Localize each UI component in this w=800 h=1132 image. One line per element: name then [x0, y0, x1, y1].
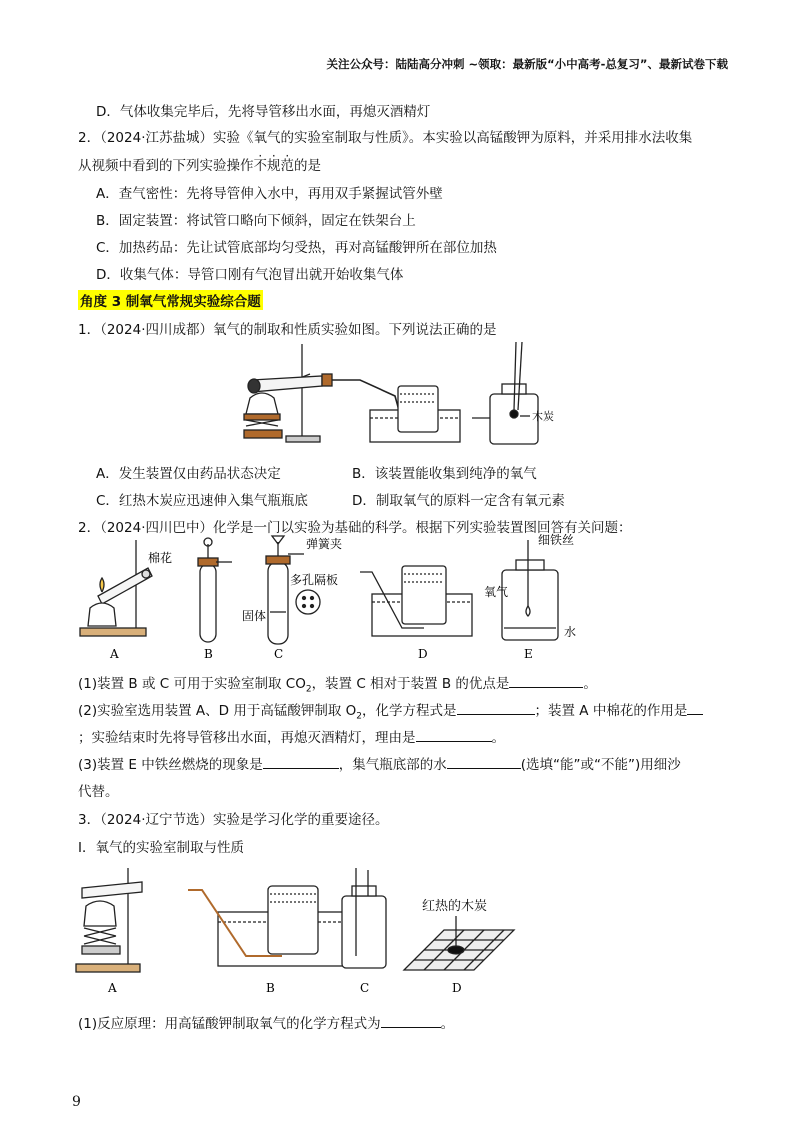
fig-label-c: C [360, 981, 370, 995]
q2b-p2-text2: ，化学方程式是 [362, 703, 457, 719]
spring-clip-label: 弹簧夹 [306, 537, 343, 551]
q2b-p1-text2: ，装置 C 相对于装置 B 的优点是 [311, 676, 510, 692]
q3-p1-text: (1)反应原理：用高锰酸钾制取氧气的化学方程式为 [78, 1016, 381, 1032]
q2b-part2-line2 [78, 726, 505, 746]
q2b-p2-line2-end: 。 [491, 730, 505, 746]
subscript: 2 [356, 711, 362, 722]
answer-blank[interactable] [509, 675, 583, 688]
page-header: 关注公众号：陆陆高分冲刺 ~领取：最新版“小中高考-总复习”、最新试卷下载 [326, 57, 728, 71]
q2b-p2-text3: ；装置 A 中棉花的作用是 [534, 703, 688, 719]
q2b-part2-line1 [78, 699, 703, 722]
solid-label: 固体 [242, 609, 267, 623]
q2a-stem-tail: 的是 [294, 158, 321, 174]
section-heading: 角度 3 制氧气常规实验综合题 [78, 290, 263, 310]
answer-blank[interactable] [687, 702, 703, 715]
q2b-p1-end: 。 [583, 676, 597, 692]
q2a-stem-line1: 2．（2024·江苏盐城）实验《氧气的实验室制取与性质》。本实验以高锰酸钾为原料，并采用排水法收集 [78, 130, 693, 146]
q2a-option-c: C．加热药品：先让试管底部均匀受热，再对高锰酸钾所在部位加热 [96, 240, 497, 256]
emphasis-char: 范 [280, 158, 294, 174]
q3-stem: 3．（2024·辽宁节选）实验是学习化学的重要途径。 [78, 812, 389, 828]
answer-blank[interactable] [447, 756, 521, 769]
answer-blank[interactable] [457, 702, 535, 715]
fig-label-c: C [274, 647, 284, 661]
fig-label-a: A [108, 981, 117, 995]
emphasis-char: 规 [267, 158, 281, 174]
q2a-stem-line2 [78, 154, 321, 174]
q2a-stem-text: 从视频中看到的下列实验操作 [78, 158, 254, 174]
page-number: 9 [72, 1094, 81, 1110]
porous-plate-label: 多孔隔板 [290, 573, 339, 587]
fig-label-e: E [524, 647, 533, 661]
q3-apparatus-figure [72, 860, 542, 1000]
fig-label-d: D [418, 647, 428, 661]
oxygen-label: 氧气 [484, 585, 509, 599]
red-hot-charcoal-label: 红热的木炭 [422, 899, 488, 914]
q1-apparatus-figure [240, 336, 560, 452]
q1-option-d: D．制取氧气的原料一定含有氧元素 [352, 493, 565, 509]
water-label: 水 [564, 625, 577, 639]
q2a-option-b: B．固定装置：将试管口略向下倾斜，固定在铁架台上 [96, 213, 416, 229]
emphasis-char: 不 [253, 158, 267, 174]
q2a-option-d: D．收集气体：导管口刚有气泡冒出就开始收集气体 [96, 267, 404, 283]
prev-question-option-d: D．气体收集完毕后，先将导管移出水面，再熄灭酒精灯 [96, 104, 431, 120]
charcoal-label: 木炭 [532, 410, 554, 423]
q2b-part3-line2: 代替。 [78, 784, 119, 800]
q1-option-c: C．红热木炭应迅速伸入集气瓶瓶底 [96, 493, 308, 509]
q2b-p3-text2: ，集气瓶底部的水 [338, 757, 447, 773]
q1-stem: 1．（2024·四川成都）氧气的制取和性质实验如图。下列说法正确的是 [78, 322, 497, 338]
q2b-part3-line1 [78, 753, 681, 773]
q2b-p3-text3: (选填“能”或“不能”)用细沙 [520, 757, 681, 773]
q2b-p1-text: (1)装置 B 或 C 可用于实验室制取 CO [78, 676, 306, 692]
fig-label-b: B [204, 647, 213, 661]
q1-option-b: B．该装置能收集到纯净的氧气 [352, 466, 537, 482]
answer-blank[interactable] [381, 1015, 441, 1028]
fig-label-a: A [110, 647, 119, 661]
q2b-stem: 2．（2024·四川巴中）化学是一门以实验为基础的科学。根据下列实验装置图回答有关问题： [78, 520, 632, 536]
answer-blank[interactable] [416, 729, 492, 742]
q1-option-a: A．发生装置仅由药品状态决定 [96, 466, 281, 482]
q2b-p2-line2-text: ；实验结束时先将导管移出水面，再熄灭酒精灯，理由是 [78, 730, 416, 746]
iron-wire-label: 细铁丝 [538, 533, 575, 547]
fig-label-d: D [452, 981, 462, 995]
q2a-option-a: A．查气密性：先将导管伸入水中，再用双手紧握试管外壁 [96, 186, 443, 202]
q2b-part1 [78, 672, 597, 695]
q3-p1-end: 。 [440, 1016, 455, 1032]
q2b-apparatus-figure [72, 532, 602, 664]
cotton-label: 棉花 [148, 551, 173, 565]
q3-sub1: I．氧气的实验室制取与性质 [78, 840, 244, 856]
fig-label-b: B [266, 981, 275, 995]
answer-blank[interactable] [263, 756, 339, 769]
q2b-p2-text: (2)实验室选用装置 A、D 用于高锰酸钾制取 O [78, 703, 357, 719]
q2b-p3-text: (3)装置 E 中铁丝燃烧的现象是 [78, 757, 263, 773]
q3-part1 [78, 1012, 454, 1032]
subscript: 2 [305, 684, 312, 695]
